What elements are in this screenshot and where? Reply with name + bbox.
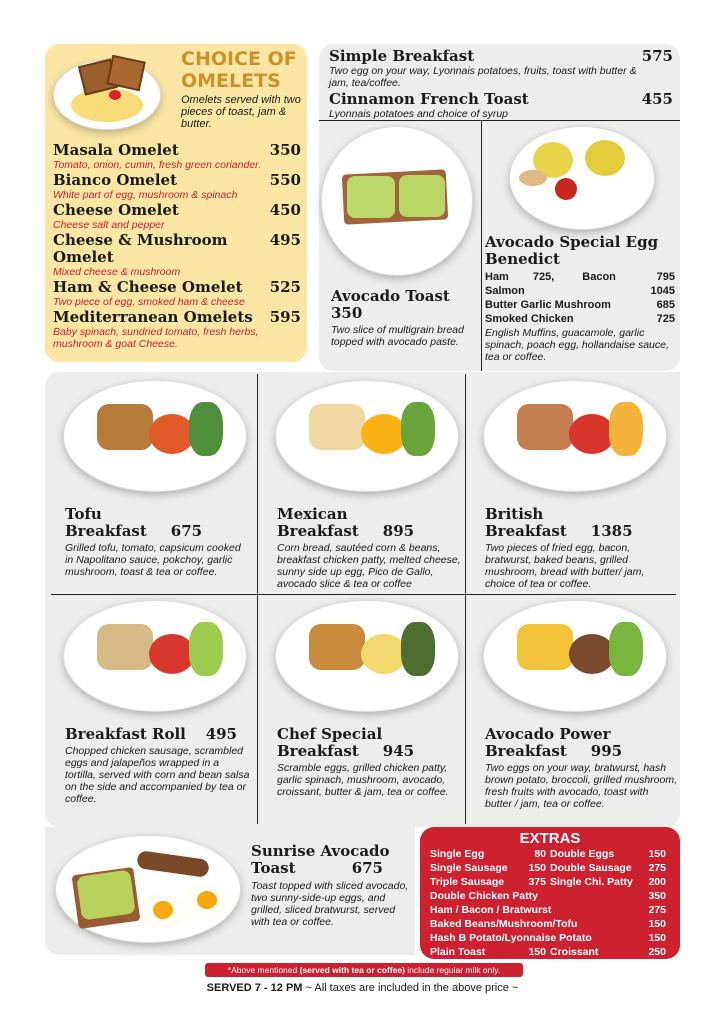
sunrise-name-1: Sunrise Avocado xyxy=(251,842,390,860)
omelet-name: Bianco Omelet xyxy=(53,171,178,189)
breakfast-top-panel xyxy=(319,44,680,371)
omelet-list xyxy=(53,142,301,351)
dish-desc: Two eggs on your way, bratwurst, hash brown potato, broccoli, grilled mushroom, fresh fruits with avocado, toast with butter / jam, tea or coffee. xyxy=(485,762,678,810)
benedict-name-1: Avocado Special Egg xyxy=(485,233,659,251)
omelet-name: Cheese & Mushroom Omelet xyxy=(53,231,228,266)
extras-panel xyxy=(420,827,680,959)
omelet-desc: Mixed cheese & mushroom xyxy=(53,266,181,278)
omelet-plate-image xyxy=(53,52,163,132)
tea-coffee-note xyxy=(205,963,523,977)
omelet-panel xyxy=(45,44,307,362)
dish-name-1: Tofu xyxy=(65,505,102,523)
dish-image xyxy=(473,380,673,492)
dish-name-2: Breakfast xyxy=(277,522,359,540)
benedict-option-name: Bacon xyxy=(582,271,616,283)
dish-desc: Chopped chicken sausage, scrambled eggs and jalapeños wrapped in a tortilla, served with corn and bean salsa on the side and accompanied by tea or coffee. xyxy=(65,745,250,805)
breakfast-grid-panel xyxy=(45,372,680,827)
simple-breakfast-name: Simple Breakfast xyxy=(329,47,475,65)
extra-name: Plain Toast xyxy=(430,946,486,958)
extra-price: 150 xyxy=(648,848,666,860)
benedict-option-price: 725 xyxy=(656,313,675,325)
dish-name-2: Breakfast xyxy=(485,522,567,540)
dish-image xyxy=(265,380,465,492)
extra-name: Single Egg xyxy=(430,848,485,860)
benedict-options xyxy=(485,270,675,326)
benedict-desc: English Muffins, guacamole, garlic spinach, poach egg, hollandaise sauce, tea or coffee. xyxy=(485,327,669,363)
cinnamon-toast-name: Cinnamon French Toast xyxy=(329,90,529,108)
dish-price: 495 xyxy=(205,725,237,743)
omelet-price: 550 xyxy=(269,171,301,189)
dish-desc: Corn bread, sautéed corn & beans, breakfast chicken patty, melted cheese, sunny side up egg, Pico de Gallo, avocado slice & tea or coffee xyxy=(277,542,461,590)
avocado-toast-price: 350 xyxy=(331,304,363,322)
omelet-name: Ham & Cheese Omelet xyxy=(53,278,243,296)
extras-row xyxy=(430,931,666,945)
simple-breakfast-desc: Two egg on your way, Lyonnais potatoes, fruits, toast with butter & jam, tea/coffee. xyxy=(329,65,637,89)
extra-name: Hash B Potato/Lyonnaise Potato xyxy=(430,932,592,944)
benedict-option-name: Smoked Chicken xyxy=(485,313,574,325)
dish-name-2: Breakfast xyxy=(277,742,359,760)
extra-name: Single Chi. Patty xyxy=(550,876,633,888)
benedict-option-name: Ham xyxy=(485,271,509,283)
extras-row xyxy=(430,917,666,931)
sunrise-name-2: Toast xyxy=(251,859,296,877)
extra-price: 150 xyxy=(648,918,666,930)
sunrise-panel xyxy=(45,827,415,955)
omelet-name: Cheese Omelet xyxy=(53,201,179,219)
dish-desc: Scramble eggs, grilled chicken patty, garlic spinach, mushroom, avocado, croissant, butter & jam, tea or coffee. xyxy=(277,762,449,798)
extra-name: Croissant xyxy=(550,946,599,958)
dish-info xyxy=(277,506,463,590)
extra-price: 375 xyxy=(528,876,546,888)
footer-tax-note: ~ All taxes are included in the above price ~ xyxy=(302,982,519,994)
dish-image xyxy=(473,600,673,712)
omelet-heading-2: OMELETS xyxy=(181,70,281,92)
omelet-desc: Cheese salt and pepper xyxy=(53,219,165,231)
note-part-c: include regular milk only. xyxy=(404,965,501,975)
omelet-item xyxy=(53,142,301,159)
extra-price: 200 xyxy=(648,876,666,888)
dish-info xyxy=(65,506,251,578)
extra-name: Double Eggs xyxy=(550,848,615,860)
dish-name-1: Mexican xyxy=(277,505,348,523)
omelet-price: 450 xyxy=(269,201,301,219)
dish-info xyxy=(485,726,677,810)
extra-price: 150 xyxy=(528,946,546,958)
note-part-b: (served with tea or coffee) xyxy=(299,965,405,975)
dish-price: 675 xyxy=(170,522,203,540)
omelet-item xyxy=(53,279,301,296)
benedict-option xyxy=(485,312,675,326)
benedict-name-2: Benedict xyxy=(485,250,560,268)
omelet-desc: Baby spinach, sundried tomato, fresh herbs, mushroom & goat Cheese. xyxy=(53,326,259,350)
dish-desc: Two pieces of fried egg, bacon, bratwurst, baked beans, grilled mushroom, bread with butter/ jam, choice of tea or coffee. xyxy=(485,542,645,590)
benedict-option xyxy=(485,284,675,298)
note-part-a: *Above mentioned xyxy=(227,965,300,975)
dish-image xyxy=(53,380,253,492)
dish-name-1: Avocado Power xyxy=(485,725,611,743)
dish-info xyxy=(277,726,463,798)
dish-image xyxy=(265,600,465,712)
extra-name: Baked Beans/Mushroom/Tofu xyxy=(430,918,578,930)
benedict-option xyxy=(485,270,675,284)
extra-name: Triple Sausage xyxy=(430,876,505,888)
extra-name: Ham / Bacon / Bratwurst xyxy=(430,904,552,916)
omelet-heading-1: CHOICE OF xyxy=(181,48,297,70)
omelet-desc: Two piece of egg, smoked ham & cheese xyxy=(53,296,245,308)
avocado-toast-name: Avocado Toast xyxy=(331,287,450,305)
dish-price: 895 xyxy=(382,522,415,540)
extras-row xyxy=(430,847,666,861)
footer-hours: SERVED 7 - 12 PM xyxy=(206,982,303,994)
extras-row xyxy=(430,903,666,917)
cinnamon-toast-price: 455 xyxy=(641,90,673,108)
dish-desc: Grilled tofu, tomato, capsicum cooked in Napolitano sauce, pokchoy, garlic mushroom, toast & tea or coffee. xyxy=(65,542,241,578)
omelet-desc: White part of egg, mushroom & spinach xyxy=(53,189,238,201)
sunrise-desc: Toast topped with sliced avocado, two sunny-side-up eggs, and grilled, sliced bratwurst, served with tea or coffee. xyxy=(251,880,409,928)
extra-price: 150 xyxy=(648,932,666,944)
extras-row xyxy=(430,861,666,875)
omelet-name: Masala Omelet xyxy=(53,141,179,159)
omelet-price: 495 xyxy=(269,231,301,249)
benedict-option xyxy=(485,298,675,312)
sunrise-price: 675 xyxy=(351,859,383,877)
omelet-item xyxy=(53,309,301,326)
dish-price: 1385 xyxy=(590,522,633,540)
benedict-option-name: Butter Garlic Mushroom xyxy=(485,299,611,311)
dish-name-2: Breakfast xyxy=(65,522,147,540)
dish-price: 995 xyxy=(590,742,623,760)
extra-price: 275 xyxy=(648,862,666,874)
extra-name: Double Sausage xyxy=(550,862,632,874)
extra-price: 80 xyxy=(534,848,546,860)
avocado-toast-desc: Two slice of multigrain bread topped with avocado paste. xyxy=(331,324,464,348)
omelet-desc: Tomato, onion, cumin, fresh green coriander. xyxy=(53,159,262,171)
omelet-intro: Omelets served with two pieces of toast, jam & butter. xyxy=(181,94,301,130)
extras-row xyxy=(430,875,666,889)
omelet-item xyxy=(53,202,301,219)
footer xyxy=(0,982,725,994)
extras-row xyxy=(430,945,666,959)
dish-name-2: Breakfast xyxy=(485,742,567,760)
extra-name: Single Sausage xyxy=(430,862,508,874)
omelet-item xyxy=(53,232,301,266)
dish-name-1: British xyxy=(485,505,544,523)
extra-price: 275 xyxy=(648,904,666,916)
extra-price: 350 xyxy=(648,890,666,902)
dish-info xyxy=(65,726,251,805)
omelet-price: 595 xyxy=(269,308,301,326)
dish-image xyxy=(53,600,253,712)
omelet-price: 350 xyxy=(269,141,301,159)
dish-price: 945 xyxy=(382,742,415,760)
benedict-option-price: 795 xyxy=(656,271,675,283)
extras-list xyxy=(430,847,666,959)
benedict-option-name: Salmon xyxy=(485,285,525,297)
dish-info xyxy=(485,506,677,590)
extra-price: 150 xyxy=(528,862,546,874)
dish-name-1: Chef Special xyxy=(277,725,383,743)
extras-title: EXTRAS xyxy=(519,830,581,847)
omelet-name: Mediterranean Omelets xyxy=(53,308,253,326)
omelet-price: 525 xyxy=(269,278,301,296)
extras-row xyxy=(430,889,666,903)
extra-name: Double Chicken Patty xyxy=(430,890,538,902)
simple-breakfast-price: 575 xyxy=(641,47,673,65)
cinnamon-toast-desc: Lyonnais potatoes and choice of syrup xyxy=(329,108,509,120)
dish-name-1: Breakfast Roll xyxy=(65,725,186,743)
benedict-option-price: 725, xyxy=(532,271,555,283)
extra-price: 250 xyxy=(648,946,666,958)
benedict-option-price: 1045 xyxy=(650,285,675,297)
benedict-option-price: 685 xyxy=(656,299,675,311)
omelet-item xyxy=(53,172,301,189)
